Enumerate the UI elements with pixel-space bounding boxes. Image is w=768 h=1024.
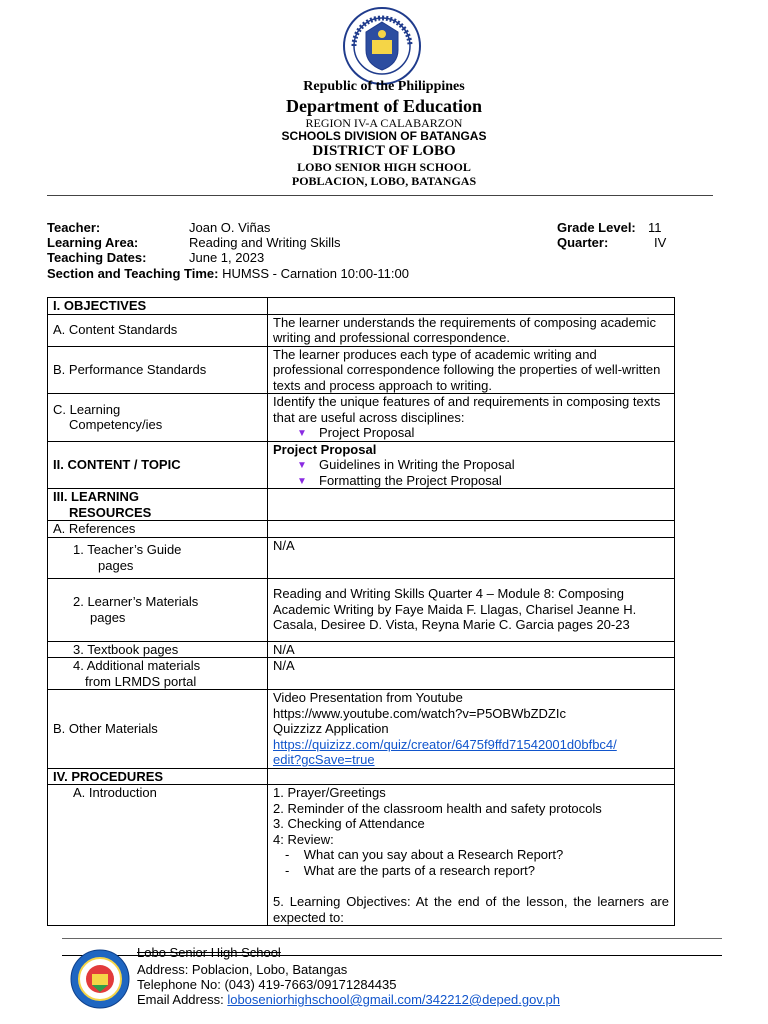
table-row	[48, 768, 675, 785]
area-value: Reading and Writing Skills	[189, 235, 341, 250]
teachers-guide-label: 1. Teacher’s Guide pages	[48, 537, 268, 578]
area-label: Learning Area:	[47, 235, 139, 250]
email-link[interactable]: loboseniorhighschool@gmail.com/342212@deped.gov.ph	[227, 992, 560, 1007]
other-materials-label: B. Other Materials	[48, 690, 268, 769]
list-item: - What can you say about a Research Report?	[285, 847, 564, 862]
introduction-value: 1. Prayer/Greetings 2. Reminder of the classroom health and safety protocols 3. Checking of Attendance 4: Review: - What can you say about a Research Report? - What are the parts of a research report? 5. Learning Objectives: At the end of the lesson, the learners are expected to:	[268, 785, 675, 926]
header-republic: Republic of the Philippines	[303, 79, 465, 94]
teacher-value: Joan O. Viñas	[189, 220, 271, 235]
footer-school: Lobo Senior High School	[137, 945, 281, 960]
competency-label: C. Learning Competency/ies	[48, 394, 268, 442]
table-row	[48, 394, 675, 442]
table-row	[48, 314, 675, 346]
competency-value: Identify the unique features of and requirements in composing texts that are useful across disciplines: ▼ Project Proposal	[268, 394, 675, 442]
table-row	[48, 298, 675, 315]
learning-resources-label: III. LEARNING RESOURCES	[48, 489, 268, 521]
additional-materials-label: 4. Additional materials from LRMDS portal	[48, 658, 268, 690]
header-address: POBLACION, LOBO, BATANGAS	[291, 174, 477, 188]
learning-resources-empty	[268, 489, 675, 521]
quizizz-link[interactable]: https://quizizz.com/quiz/creator/6475f9ffd71542001d0bfbc4/ edit?gcSave=true	[273, 736, 617, 767]
table-row	[48, 441, 675, 489]
references-label: A. References	[48, 521, 268, 538]
table-row	[48, 578, 675, 641]
content-standards-label: A. Content Standards	[48, 314, 268, 346]
learners-materials-label: 2. Learner’s Materials pages	[48, 578, 268, 641]
teachers-guide-value: N/A	[268, 537, 675, 578]
grade-value: 11	[648, 220, 662, 235]
introduction-label: A. Introduction	[48, 785, 268, 926]
section-row: Section and Teaching Time: HUMSS - Carnation 10:00-11:00	[47, 266, 409, 281]
dates-label: Teaching Dates:	[47, 250, 147, 265]
footer-email: Email Address: loboseniorhighschool@gmail.com/342212@deped.gov.ph	[137, 992, 560, 1007]
quarter-value: IV	[654, 235, 667, 250]
header-school: LOBO SENIOR HIGH SCHOOL	[297, 160, 471, 174]
table-row	[48, 658, 675, 690]
deped-seal-icon	[342, 6, 422, 86]
content-topic-label: II. CONTENT / TOPIC	[48, 441, 268, 489]
additional-materials-value: N/A	[268, 658, 675, 690]
footer-telephone: Telephone No: (043) 419-7663/09171284435	[137, 977, 397, 992]
table-row	[48, 521, 675, 538]
table-row	[48, 489, 675, 521]
content-standards-value: The learner understands the requirements of composing academic writing and professional correspondence.	[268, 314, 675, 346]
dates-value: June 1, 2023	[189, 250, 265, 265]
objectives-heading: I. OBJECTIVES	[48, 298, 268, 315]
textbook-value: N/A	[268, 641, 675, 658]
table-row	[48, 690, 675, 769]
textbook-label: 3. Textbook pages	[48, 641, 268, 658]
list-item: - What are the parts of a research report?	[285, 862, 536, 878]
references-empty	[268, 521, 675, 538]
arrow-bullet-icon: ▼	[297, 460, 307, 471]
list-item: ▼ Formatting the Project Proposal	[297, 472, 502, 488]
school-logo-icon	[70, 948, 130, 1010]
arrow-bullet-icon: ▼	[297, 475, 307, 487]
footer-address: Address: Poblacion, Lobo, Batangas	[137, 962, 348, 977]
header-department: Department of Education	[286, 96, 482, 116]
performance-standards-value: The learner produces each type of academic writing and professional correspondence following the properties of well-written texts and process approach to writing.	[268, 346, 675, 394]
quarter-label: Quarter:	[557, 235, 609, 250]
header-division: SCHOOLS DIVISION OF BATANGAS	[281, 129, 487, 143]
header-divider	[47, 195, 713, 196]
footer-divider-top	[62, 938, 722, 939]
procedures-heading: IV. PROCEDURES	[48, 768, 268, 785]
other-materials-value: Video Presentation from Youtube https://www.youtube.com/watch?v=P5OBWbZDZIc Quizzizz Application https://quizizz.com/quiz/creator/6475f9ffd71542001d0bfbc4/ edit?gcSave=true	[268, 690, 675, 769]
arrow-bullet-icon: ▼	[297, 428, 307, 439]
table-row	[48, 641, 675, 658]
content-topic-value: Project Proposal ▼ Guidelines in Writing the Proposal ▼ Formatting the Project Proposal	[268, 441, 675, 489]
teacher-label: Teacher:	[47, 220, 101, 235]
objectives-empty	[268, 298, 675, 315]
list-item: ▼ Guidelines in Writing the Proposal	[297, 457, 515, 472]
learners-materials-value: Reading and Writing Skills Quarter 4 – Module 8: Composing Academic Writing by Faye Maida F. Llagas, Charisel Jeanne H. Casala, Desiree D. Vista, Reyna Marie C. Garcia pages 20-23	[268, 578, 675, 641]
list-item: ▼ Project Proposal	[297, 425, 415, 440]
grade-label: Grade Level:	[557, 220, 636, 235]
performance-standards-label: B. Performance Standards	[48, 346, 268, 394]
procedures-empty	[268, 768, 675, 785]
header-district: DISTRICT OF LOBO	[312, 143, 456, 159]
table-row	[48, 785, 675, 926]
table-row	[48, 346, 675, 394]
lesson-plan-table	[47, 297, 675, 926]
header-region: REGION IV-A CALABARZON	[305, 116, 463, 130]
table-row	[48, 537, 675, 578]
